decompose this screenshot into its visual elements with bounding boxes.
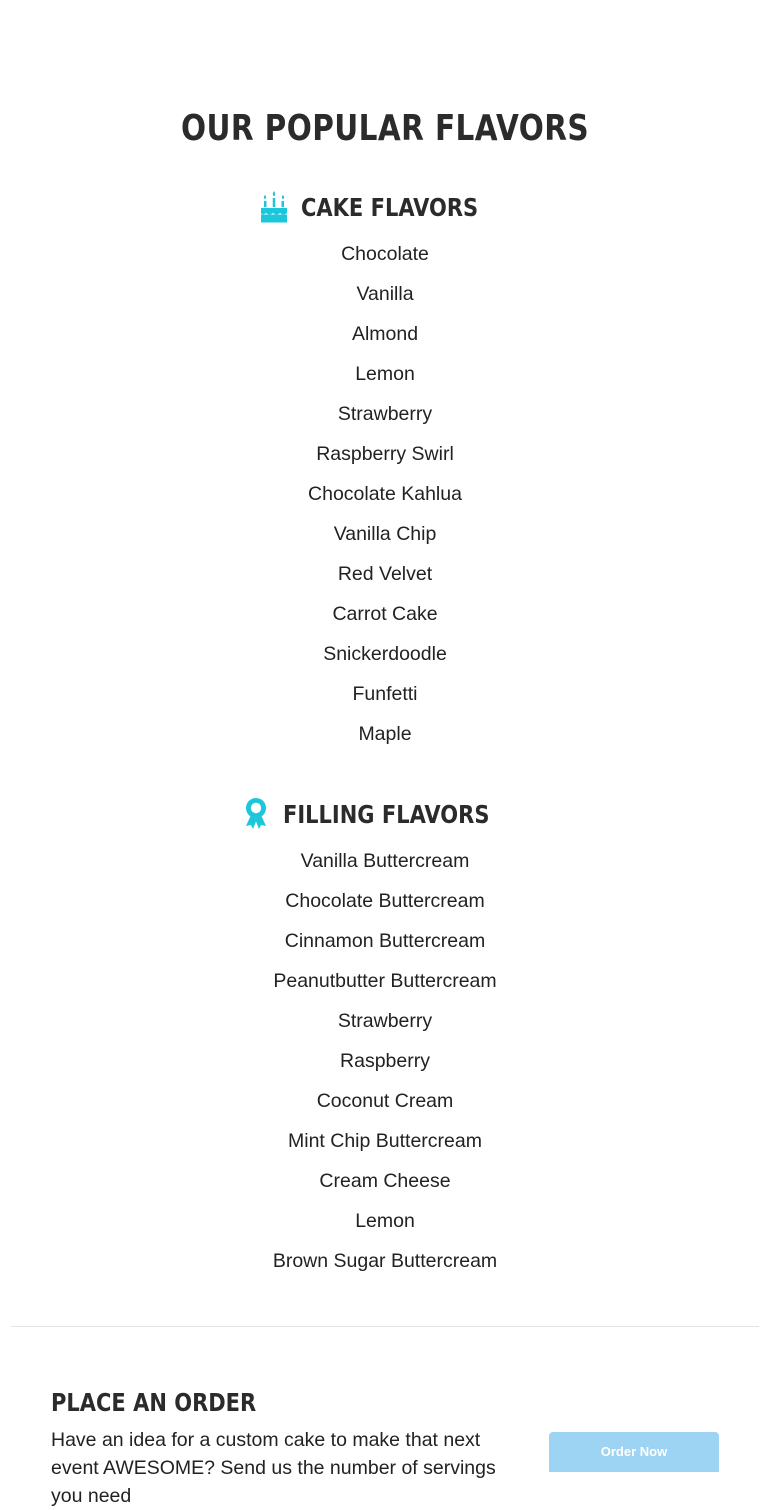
filling-flavors-list [0, 841, 770, 1281]
cake-flavors-section [0, 187, 770, 754]
birthday-cake-icon [259, 190, 289, 224]
filling-flavors-heading [0, 794, 770, 834]
list-item: Maple [358, 723, 412, 745]
filling-flavors-section [0, 794, 770, 1281]
list-item: Brown Sugar Buttercream [272, 1250, 498, 1272]
list-item: Cream Cheese [319, 1170, 451, 1192]
list-item: Red Velvet [337, 563, 433, 585]
list-item: Carrot Cake [332, 603, 438, 625]
list-item: Snickerdoodle [323, 643, 447, 665]
list-item: Chocolate [341, 243, 429, 265]
list-item: Funfetti [352, 683, 418, 705]
list-item: Vanilla Chip [333, 523, 437, 545]
list-item: Coconut Cream [316, 1090, 454, 1112]
list-item: Lemon [355, 363, 415, 385]
list-item: Raspberry [340, 1050, 430, 1072]
list-item: Peanutbutter Buttercream [273, 970, 497, 992]
list-item: Vanilla [356, 283, 414, 305]
cake-flavors-title: CAKE FLAVORS [300, 192, 478, 222]
list-item: Chocolate Kahlua [308, 483, 462, 505]
list-item: Cinnamon Buttercream [284, 930, 486, 952]
list-item: Strawberry [337, 403, 433, 425]
page-title: OUR POPULAR FLAVORS [180, 108, 590, 150]
list-item: Vanilla Buttercream [300, 850, 470, 872]
order-now-button[interactable]: Order Now [549, 1432, 719, 1472]
list-item: Almond [351, 323, 419, 345]
cake-flavors-list [0, 234, 770, 754]
list-item: Raspberry Swirl [316, 443, 454, 465]
award-ribbon-icon [241, 797, 271, 831]
list-item: Lemon [355, 1210, 415, 1232]
cake-flavors-heading [0, 187, 770, 227]
place-order-title: PLACE AN ORDER [51, 1387, 257, 1417]
section-divider [11, 1326, 759, 1327]
list-item: Mint Chip Buttercream [288, 1130, 482, 1152]
place-order-description: Have an idea for a custom cake to make that next event AWESOME? Send us the number of servings you need [51, 1428, 496, 1507]
list-item: Strawberry [337, 1010, 433, 1032]
list-item: Chocolate Buttercream [285, 890, 485, 912]
filling-flavors-title: FILLING FLAVORS [283, 799, 490, 829]
